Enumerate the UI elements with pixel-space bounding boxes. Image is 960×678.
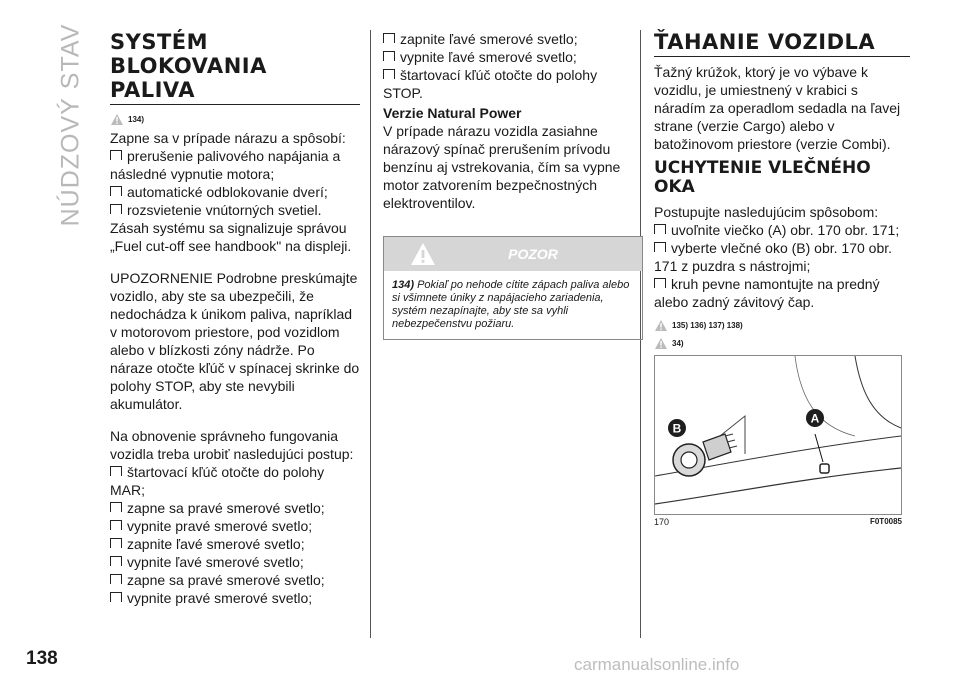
bullet-icon <box>383 69 395 79</box>
bullet-icon <box>110 502 122 512</box>
list-item <box>110 201 360 219</box>
column-continued <box>383 30 633 340</box>
list-item <box>110 553 360 571</box>
list-item-text: vypnite ľavé smerové svetlo; <box>400 49 577 65</box>
warning-box-title: POZOR <box>508 246 558 262</box>
sub-heading <box>654 159 910 197</box>
list-item <box>110 183 360 201</box>
list-item <box>110 535 360 553</box>
sub-heading-line: OKA <box>654 177 695 197</box>
warning-triangle-icon <box>110 113 124 126</box>
list-item <box>110 147 360 183</box>
intro-text: Ťažný krúžok, ktorý je vo výbave k vozidlu, je umiestnený v krabici s náradím za operadlom sedadla na ľavej strane (verzie Cargo) alebo v batožinovom priestore (verzie Combi). <box>654 64 901 152</box>
figure-caption <box>654 517 902 527</box>
procedure-intro: Postupujte nasledujúcim spôsobom: <box>654 204 879 220</box>
intro-text: Zapne sa v prípade nárazu a spôsobí: <box>110 130 346 146</box>
warning-box-text <box>384 271 642 339</box>
list-item-text: rozsvietenie vnútorných svetiel. <box>127 202 322 218</box>
heading-line: BLOKOVANIA <box>110 54 267 78</box>
bullet-icon <box>110 204 122 214</box>
list-item-text: vypnite ľavé smerové svetlo; <box>127 554 304 570</box>
warning-box <box>383 236 643 340</box>
bullet-icon <box>110 574 122 584</box>
list-item <box>654 221 910 239</box>
list-item-text: vypnite pravé smerové svetlo; <box>127 518 313 534</box>
column-fuel-block <box>110 30 360 607</box>
sidebar-title-text: NÚDZOVÝ STAV <box>56 23 85 227</box>
warning-number: 134) <box>392 279 415 291</box>
list-item-text: štartovací kľúč otočte do polohy STOP. <box>383 67 598 101</box>
note-triangle-icon <box>654 337 668 350</box>
warning-ref-number: 134) <box>128 114 145 124</box>
list-item <box>383 48 633 66</box>
sub-heading-line: UCHYTENIE VLEČNÉHO <box>654 158 871 178</box>
bullet-icon <box>654 224 666 234</box>
figure-code: F0T0085 <box>869 517 902 526</box>
warning-triangle-icon <box>654 319 668 332</box>
list-item <box>654 275 910 311</box>
list-item-text: zapnite ľavé smerové svetlo; <box>400 31 578 47</box>
warning-body: Pokiaľ po nehode cítite zápach paliva alebo si všimnete úniky z napájacieho zariadenia, systém nezapínajte, aby ste sa vyhli nebezpečenstvu požiaru. <box>392 279 630 330</box>
bullet-icon <box>654 242 666 252</box>
list-item-text: uvoľnite viečko (A) obr. 170 obr. 171; <box>671 222 900 238</box>
list-item-text: kruh pevne namontujte na predný alebo zadný závitový čap. <box>654 276 880 310</box>
figure-tow-hook <box>654 355 902 515</box>
figure-number: 170 <box>654 517 670 527</box>
column-towing <box>654 30 910 527</box>
warning-ref-numbers: 135) 136) 137) 138) <box>672 320 743 330</box>
tow-hook-illustration <box>655 356 901 514</box>
page-number: 138 <box>26 648 58 669</box>
signal-text: Zásah systému sa signalizuje správou „Fuel cut-off see handbook" na displeji. <box>110 220 352 254</box>
list-item <box>110 517 360 535</box>
list-item-text: prerušenie palivového napájania a následné vypnutie motora; <box>110 148 341 182</box>
bullet-icon <box>110 592 122 602</box>
restore-intro: Na obnovenie správneho fungovania vozidla treba urobiť nasledujúci postup: <box>110 428 354 462</box>
list-item <box>110 463 360 499</box>
warning-box-header <box>384 237 642 271</box>
list-item-text: automatické odblokovanie dverí; <box>127 184 328 200</box>
list-item <box>383 30 633 48</box>
warning-reference <box>654 317 910 333</box>
column-divider <box>370 30 371 638</box>
bullet-icon <box>110 186 122 196</box>
bullet-icon <box>110 520 122 530</box>
bullet-icon <box>383 33 395 43</box>
sidebar-section-title <box>54 23 88 227</box>
list-item-text: zapne sa pravé smerové svetlo; <box>127 572 325 588</box>
list-item-text: zapnite ľavé smerové svetlo; <box>127 536 305 552</box>
bullet-icon <box>110 556 122 566</box>
watermark: carmanualsonline.info <box>574 655 740 674</box>
list-item <box>110 571 360 589</box>
list-item <box>110 499 360 517</box>
list-item <box>110 589 360 607</box>
bullet-icon <box>383 51 395 61</box>
list-item <box>654 239 910 275</box>
list-item-text: vyberte vlečné oko (B) obr. 170 obr. 171 z puzdra s nástrojmi; <box>654 240 893 274</box>
list-item-text: zapne sa pravé smerové svetlo; <box>127 500 325 516</box>
cover-cap <box>820 464 829 473</box>
bullet-icon <box>654 278 666 288</box>
note-reference <box>654 335 910 351</box>
list-item <box>383 66 633 102</box>
natural-power-text: V prípade nárazu vozidla zasiahne nárazový spínač prerušením prívodu benzínu aj vstrekovania, čím sa vypne motor zatvorením bezpečnostných elektroventilov. <box>383 123 621 211</box>
section-heading <box>110 30 360 105</box>
heading-line: PALIVA <box>110 78 195 102</box>
bullet-icon <box>110 466 122 476</box>
note-text: UPOZORNENIE Podrobne preskúmajte vozidlo, aby ste sa ubezpečili, že nedochádza k únikom paliva, napríklad v motorovom priestore, pod vozidlom alebo v blízkosti zóny nádrže. Po náraze otočte kľúč v spínacej skrinke do polohy STOP, aby ste nevybili akumulátor. <box>110 270 360 412</box>
tow-eye <box>673 434 737 476</box>
section-heading <box>654 30 910 57</box>
note-ref-number: 34) <box>672 338 684 348</box>
natural-power-heading: Verzie Natural Power <box>383 105 522 121</box>
bullet-icon <box>110 538 122 548</box>
list-item-text: štartovací kľúč otočte do polohy MAR; <box>110 464 325 498</box>
heading-line: SYSTÉM <box>110 30 209 54</box>
label-b: B <box>672 421 682 436</box>
heading-line: ŤAHANIE VOZIDLA <box>654 30 876 54</box>
list-item-text: vypnite pravé smerové svetlo; <box>127 590 313 606</box>
bullet-icon <box>110 150 122 160</box>
label-a: A <box>810 411 820 426</box>
warning-reference <box>110 111 360 127</box>
